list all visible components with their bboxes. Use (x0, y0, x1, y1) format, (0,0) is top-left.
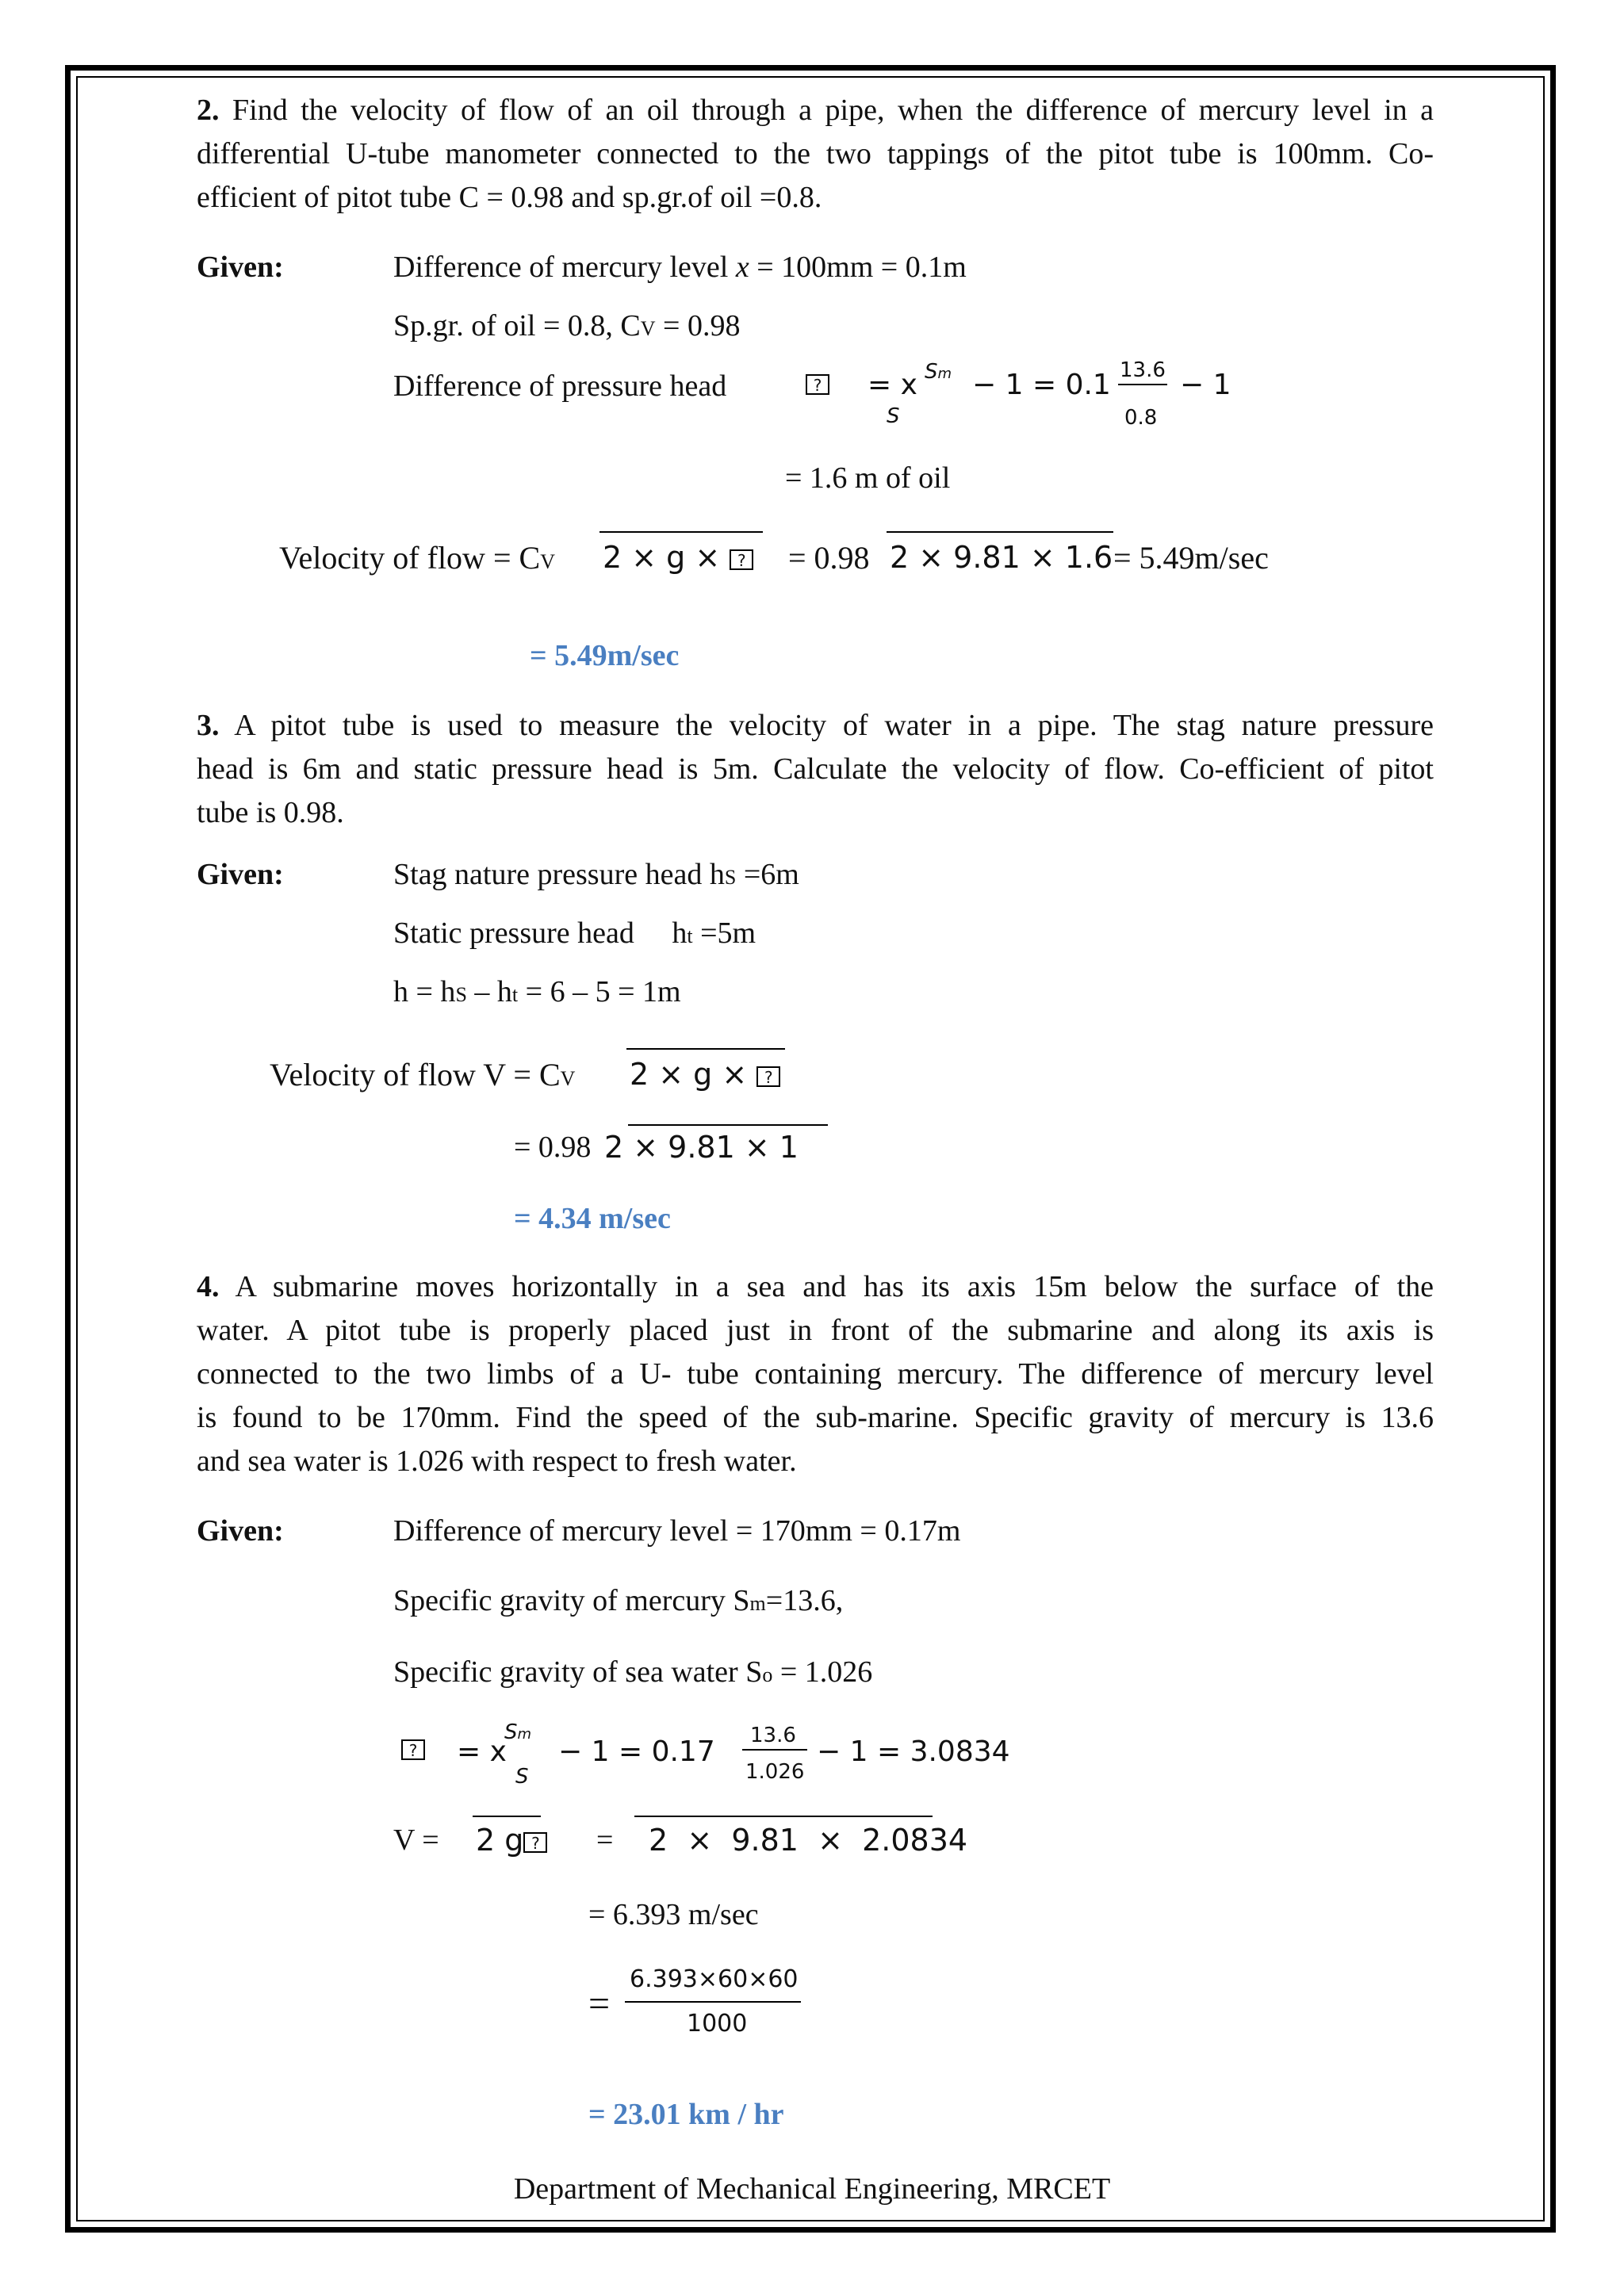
q2-given-3: Difference of pressure head (393, 369, 727, 403)
q4-eq-fraction-bar (742, 1749, 807, 1751)
q2-answer: = 5.49m/sec (530, 639, 680, 672)
q4-eq-end: − 1 = 3.0834 (817, 1735, 1010, 1768)
q4-v-label: V = (393, 1823, 439, 1857)
q2-pressure-head-result: = 1.6 m of oil (785, 461, 951, 495)
q4-eq-s: S (515, 1765, 529, 1789)
q4-eq-mid: − 1 = 0.17 (558, 1735, 715, 1768)
q2-eq-num: 13.6 (1120, 358, 1166, 382)
q2-velocity-line: Velocity of flow = CV (279, 540, 555, 576)
q4-root-bar-2 (634, 1816, 933, 1817)
q3-root-bar-2 (628, 1124, 828, 1126)
q2-eq-sm: Sm (925, 360, 952, 384)
q4-eq-num: 13.6 (750, 1724, 796, 1747)
q2-eq-mid: − 1 = 0.1 (972, 369, 1111, 401)
q2-eq-den: 0.8 (1124, 406, 1158, 430)
missing-glyph-icon: ? (523, 1832, 547, 1853)
q4-v-eq: = (596, 1823, 614, 1857)
q2-number: 2. (197, 94, 220, 127)
q2-root-1: 2 × g × ? (603, 542, 753, 572)
q3-root-1: 2 × g × ? (630, 1059, 780, 1089)
q4-conv-eq: = (588, 1983, 611, 2025)
q3-statement: 3. A pitot tube is used to measure the velocity of water in a pipe. The stag nature pressure head is 6m and static pressure head is 5m. Calculate the velocity of flow. Co-efficient of pitot tube is 0.98. (197, 709, 1434, 829)
q3-velocity-line: Velocity of flow V = CV (270, 1057, 576, 1093)
q2-root-2: 2 × 9.81 × 1.6 (890, 540, 1113, 575)
q4-eq-den: 1.026 (745, 1760, 805, 1784)
page-footer: Department of Mechanical Engineering, MRCET (513, 2172, 1111, 2206)
q3-given-label: Given: (197, 858, 284, 891)
q4-root-bar-1 (473, 1816, 541, 1817)
q4-eq-x: = x (457, 1735, 507, 1768)
q2-eq-x: = x (868, 369, 917, 401)
q3-given-1: Stag nature pressure head hS =6m (393, 858, 799, 891)
q2-eq-fraction-bar (1118, 384, 1167, 385)
q4-root-1: 2 g ? (476, 1825, 547, 1855)
q4-conv-den: 1000 (687, 2010, 748, 2038)
missing-glyph-icon: ? (806, 374, 829, 395)
q2-eq-end: − 1 (1180, 369, 1231, 401)
q3-given-2: Static pressure head ht =5m (393, 916, 756, 950)
q4-given-label: Given: (197, 1514, 284, 1548)
missing-glyph-icon: ? (401, 1739, 425, 1760)
q2-given-1: Difference of mercury level x = 100mm = 0.1m (393, 251, 967, 284)
q3-answer: = 4.34 m/sec (514, 1202, 671, 1235)
q4-number: 4. (197, 1270, 220, 1303)
q4-conv-fraction-bar (625, 2001, 801, 2003)
q4-given-2: Specific gravity of mercury Sm=13.6, (393, 1584, 844, 1617)
q4-conv-num: 6.393×60×60 (630, 1965, 799, 1993)
q4-eq-sm: Sm (504, 1720, 532, 1744)
q2-given-2: Sp.gr. of oil = 0.8, CV = 0.98 (393, 309, 741, 342)
q2-vel-result: = 5.49m/sec (1113, 540, 1269, 576)
q4-v-result: = 6.393 m/sec (588, 1898, 759, 1931)
q2-statement: 2. Find the velocity of flow of an oil through a pipe, when the difference of mercury level in a differential U-tube manometer connected to the two tappings of the pitot tube is 100mm. Co- efficient of pitot tube C = 0.98 and sp.gr.of oil =0.8. (197, 94, 1434, 214)
q2-given-label: Given: (197, 251, 284, 284)
missing-glyph-icon: ? (730, 549, 753, 570)
q4-given-1: Difference of mercury level = 170mm = 0.17m (393, 1514, 961, 1548)
q2-vel-eq: = 0.98 (788, 540, 870, 576)
q4-given-3: Specific gravity of sea water So = 1.026 (393, 1655, 873, 1689)
q4-answer: = 23.01 km / hr (588, 2098, 784, 2131)
q3-number: 3. (197, 709, 220, 742)
q3-root-bar-1 (626, 1048, 785, 1050)
missing-glyph-icon: ? (756, 1066, 780, 1087)
q2-eq-s: S (887, 404, 900, 428)
q3-eq-line2: = 0.98 (514, 1131, 592, 1164)
q4-statement: 4. A submarine moves horizontally in a sea and has its axis 15m below the surface of the water. A pitot tube is properly placed just in front of the submarine and along its axis is connected to the two limbs of a U- tube containing mercury. The difference of mercury level is found to be 170mm. Find the speed of the sub-marine. Specific gravity of mercury is 13.6 and sea water is 1.026 with respect to fresh water. (197, 1270, 1434, 1478)
q3-given-3: h = hS – ht = 6 – 5 = 1m (393, 975, 681, 1008)
q2-root-bar-1 (599, 531, 763, 533)
q2-root-bar-2 (887, 531, 1113, 533)
q4-root-2: 2 × 9.81 × 2.0834 (649, 1823, 968, 1858)
page-border-inner (76, 76, 1545, 2221)
q3-root-2: 2 × 9.81 × 1 (604, 1130, 799, 1165)
